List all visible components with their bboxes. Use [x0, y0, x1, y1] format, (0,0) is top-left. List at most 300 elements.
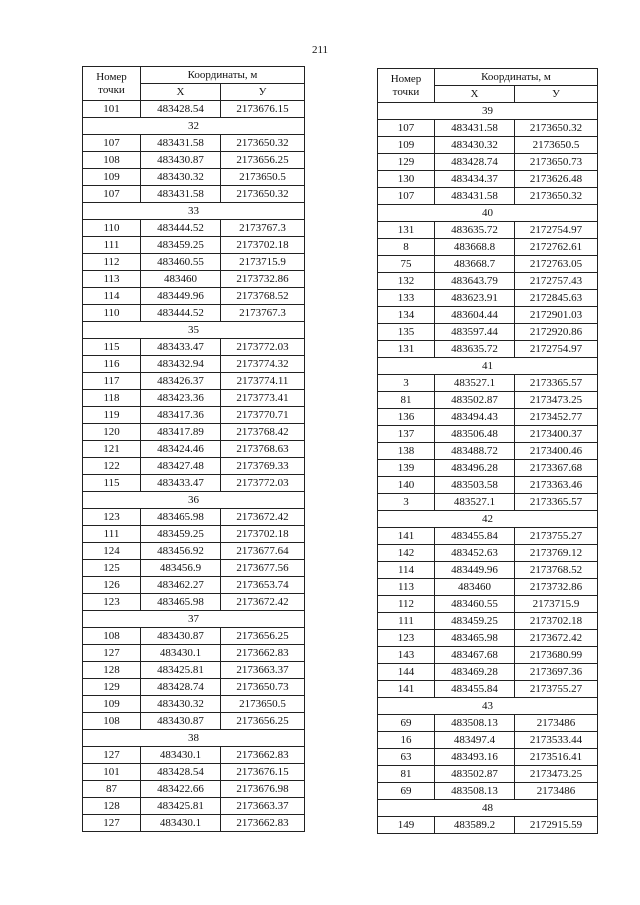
y-coordinate-cell: 2172762.61: [515, 239, 598, 256]
y-coordinate-cell: 2173770.71: [221, 407, 305, 424]
table-row: [378, 307, 598, 324]
table-row: [378, 324, 598, 341]
point-number-cell: 113: [378, 579, 435, 596]
x-coordinate-cell: 483508.13: [435, 783, 515, 800]
table-row: [83, 101, 305, 118]
point-number-cell: 138: [378, 443, 435, 460]
y-coordinate-cell: 2173365.57: [515, 375, 598, 392]
point-number-cell: 129: [83, 679, 141, 696]
section-row: [83, 730, 305, 747]
y-coordinate-cell: 2173662.83: [221, 747, 305, 764]
x-coordinate-cell: 483455.84: [435, 528, 515, 545]
point-number-cell: 109: [83, 169, 141, 186]
table-row: [83, 169, 305, 186]
x-coordinate-cell: 483430.1: [141, 747, 221, 764]
coordinates-table-right: [377, 68, 598, 834]
point-number-cell: 114: [83, 288, 141, 305]
section-row: [378, 358, 598, 375]
table-row: [378, 120, 598, 137]
point-number-cell: 107: [378, 188, 435, 205]
point-number-cell: 120: [83, 424, 141, 441]
table-row: [83, 356, 305, 373]
y-coordinate-cell: 2173367.68: [515, 460, 598, 477]
point-number-cell: 141: [378, 528, 435, 545]
y-coordinate-cell: 2173473.25: [515, 766, 598, 783]
x-coordinate-cell: 483449.96: [435, 562, 515, 579]
point-number-cell: 122: [83, 458, 141, 475]
point-number-cell: 128: [83, 798, 141, 815]
point-number-cell: 126: [83, 577, 141, 594]
x-coordinate-cell: 483635.72: [435, 341, 515, 358]
point-number-cell: 81: [378, 766, 435, 783]
table-row: [378, 749, 598, 766]
point-number-cell: 8: [378, 239, 435, 256]
table-row: [378, 664, 598, 681]
x-coordinate-cell: 483431.58: [435, 188, 515, 205]
y-coordinate-cell: 2173676.15: [221, 101, 305, 118]
table-row: [83, 186, 305, 203]
x-coordinate-cell: 483497.4: [435, 732, 515, 749]
coordinates-header: Координаты, м: [435, 69, 598, 86]
table-row: [83, 135, 305, 152]
x-coordinate-cell: 483508.13: [435, 715, 515, 732]
point-number-cell: 101: [83, 101, 141, 118]
point-number-cell: 107: [83, 135, 141, 152]
table-row: [378, 154, 598, 171]
table-row: [378, 817, 598, 834]
table-row: [83, 713, 305, 730]
table-row: [378, 171, 598, 188]
coordinates-header: Координаты, м: [141, 67, 305, 84]
table-row: [378, 392, 598, 409]
x-coordinate-cell: 483462.27: [141, 577, 221, 594]
x-coordinate-cell: 483431.58: [435, 120, 515, 137]
x-coordinate-cell: 483425.81: [141, 662, 221, 679]
section-number: 40: [378, 205, 598, 222]
table-row: [378, 630, 598, 647]
table-row: [83, 526, 305, 543]
y-coordinate-cell: 2173773.41: [221, 390, 305, 407]
y-coordinate-cell: 2173656.25: [221, 152, 305, 169]
point-number-cell: 109: [378, 137, 435, 154]
y-coordinate-cell: 2173650.73: [221, 679, 305, 696]
table-row: [378, 562, 598, 579]
point-number-cell: 108: [83, 713, 141, 730]
y-coordinate-cell: 2173769.12: [515, 545, 598, 562]
table-row: [378, 783, 598, 800]
table-row: [83, 458, 305, 475]
table-row: [83, 815, 305, 832]
y-coordinate-cell: 2173672.42: [221, 594, 305, 611]
table-row: [83, 152, 305, 169]
table-row: [83, 628, 305, 645]
point-number-cell: 127: [83, 815, 141, 832]
y-coordinate-cell: 2173697.36: [515, 664, 598, 681]
section-number: 48: [378, 800, 598, 817]
point-number-header: Номер точки: [378, 69, 435, 103]
y-coordinate-cell: 2173755.27: [515, 681, 598, 698]
x-coordinate-cell: 483502.87: [435, 766, 515, 783]
x-coordinate-cell: 483460: [141, 271, 221, 288]
y-coordinate-cell: 2172754.97: [515, 341, 598, 358]
x-coordinate-cell: 483503.58: [435, 477, 515, 494]
section-number: 37: [83, 611, 305, 628]
x-coordinate-cell: 483465.98: [141, 509, 221, 526]
x-coordinate-cell: 483496.28: [435, 460, 515, 477]
y-coordinate-cell: 2172757.43: [515, 273, 598, 290]
point-number-cell: 143: [378, 647, 435, 664]
point-number-cell: 108: [83, 628, 141, 645]
table-row: [83, 764, 305, 781]
point-number-cell: 144: [378, 664, 435, 681]
section-number: 43: [378, 698, 598, 715]
y-coordinate-cell: 2173663.37: [221, 662, 305, 679]
table-row: [83, 509, 305, 526]
x-coordinate-cell: 483432.94: [141, 356, 221, 373]
y-coordinate-cell: 2173676.15: [221, 764, 305, 781]
y-coordinate-cell: 2173650.32: [221, 135, 305, 152]
x-coordinate-cell: 483430.32: [435, 137, 515, 154]
y-coordinate-cell: 2173680.99: [515, 647, 598, 664]
y-coordinate-cell: 2173677.64: [221, 543, 305, 560]
point-number-header: Номер точки: [83, 67, 141, 101]
table-row: [83, 441, 305, 458]
point-number-cell: 110: [83, 305, 141, 322]
x-coordinate-cell: 483428.74: [141, 679, 221, 696]
point-number-cell: 109: [83, 696, 141, 713]
point-number-cell: 134: [378, 307, 435, 324]
x-coordinate-cell: 483426.37: [141, 373, 221, 390]
x-coordinate-cell: 483452.63: [435, 545, 515, 562]
table-row: [378, 426, 598, 443]
table-row: [83, 254, 305, 271]
y-coordinate-cell: 2173772.03: [221, 339, 305, 356]
table-row: [378, 681, 598, 698]
x-coordinate-cell: 483459.25: [141, 526, 221, 543]
x-coordinate-cell: 483430.87: [141, 628, 221, 645]
x-coordinate-cell: 483589.2: [435, 817, 515, 834]
y-coordinate-cell: 2172845.63: [515, 290, 598, 307]
point-number-cell: 87: [83, 781, 141, 798]
table-row: [378, 766, 598, 783]
y-coordinate-cell: 2173768.52: [515, 562, 598, 579]
table-row: [378, 239, 598, 256]
table-body-left: [83, 67, 305, 832]
x-coordinate-cell: 483460.55: [141, 254, 221, 271]
table-row: [378, 443, 598, 460]
x-header: X: [141, 84, 221, 101]
x-coordinate-cell: 483434.37: [435, 171, 515, 188]
table-row: [378, 273, 598, 290]
table-row: [83, 288, 305, 305]
y-coordinate-cell: 2173486: [515, 715, 598, 732]
point-number-cell: 131: [378, 222, 435, 239]
section-row: [378, 698, 598, 715]
y-coordinate-cell: 2172754.97: [515, 222, 598, 239]
section-row: [378, 800, 598, 817]
x-coordinate-cell: 483430.32: [141, 696, 221, 713]
y-coordinate-cell: 2173663.37: [221, 798, 305, 815]
x-coordinate-cell: 483469.28: [435, 664, 515, 681]
x-coordinate-cell: 483465.98: [141, 594, 221, 611]
y-coordinate-cell: 2173715.9: [515, 596, 598, 613]
table-row: [83, 577, 305, 594]
table-row: [83, 424, 305, 441]
point-number-cell: 139: [378, 460, 435, 477]
x-coordinate-cell: 483635.72: [435, 222, 515, 239]
section-number: 41: [378, 358, 598, 375]
section-number: 33: [83, 203, 305, 220]
table-row: [378, 375, 598, 392]
x-coordinate-cell: 483456.92: [141, 543, 221, 560]
table-row: [378, 477, 598, 494]
y-coordinate-cell: 2173365.57: [515, 494, 598, 511]
point-number-cell: 118: [83, 390, 141, 407]
point-number-cell: 63: [378, 749, 435, 766]
point-number-cell: 131: [378, 341, 435, 358]
point-number-cell: 115: [83, 475, 141, 492]
y-coordinate-cell: 2173516.41: [515, 749, 598, 766]
section-row: [378, 511, 598, 528]
point-number-cell: 75: [378, 256, 435, 273]
x-coordinate-cell: 483428.74: [435, 154, 515, 171]
x-coordinate-cell: 483428.54: [141, 764, 221, 781]
y-coordinate-cell: 2173656.25: [221, 628, 305, 645]
section-number: 36: [83, 492, 305, 509]
y-coordinate-cell: 2173653.74: [221, 577, 305, 594]
y-coordinate-cell: 2173774.32: [221, 356, 305, 373]
table-row: [83, 407, 305, 424]
point-number-cell: 16: [378, 732, 435, 749]
x-coordinate-cell: 483431.58: [141, 186, 221, 203]
y-coordinate-cell: 2173650.5: [221, 169, 305, 186]
y-coordinate-cell: 2172901.03: [515, 307, 598, 324]
y-coordinate-cell: 2172763.05: [515, 256, 598, 273]
table-row: [378, 256, 598, 273]
x-coordinate-cell: 483488.72: [435, 443, 515, 460]
table-row: [378, 579, 598, 596]
x-coordinate-cell: 483460.55: [435, 596, 515, 613]
y-coordinate-cell: 2173650.5: [221, 696, 305, 713]
y-coordinate-cell: 2173662.83: [221, 815, 305, 832]
table-row: [378, 613, 598, 630]
y-coordinate-cell: 2173363.46: [515, 477, 598, 494]
y-coordinate-cell: 2173672.42: [515, 630, 598, 647]
y-coordinate-cell: 2173400.37: [515, 426, 598, 443]
y-coordinate-cell: 2173662.83: [221, 645, 305, 662]
x-coordinate-cell: 483417.89: [141, 424, 221, 441]
section-row: [378, 205, 598, 222]
point-number-cell: 111: [378, 613, 435, 630]
section-row: [83, 611, 305, 628]
point-number-cell: 121: [83, 441, 141, 458]
point-number-cell: 101: [83, 764, 141, 781]
y-coordinate-cell: 2173486: [515, 783, 598, 800]
x-coordinate-cell: 483527.1: [435, 494, 515, 511]
x-coordinate-cell: 483597.44: [435, 324, 515, 341]
point-number-cell: 123: [378, 630, 435, 647]
x-coordinate-cell: 483465.98: [435, 630, 515, 647]
y-coordinate-cell: 2173702.18: [221, 237, 305, 254]
x-coordinate-cell: 483427.48: [141, 458, 221, 475]
table-row: [83, 373, 305, 390]
y-coordinate-cell: 2173768.63: [221, 441, 305, 458]
x-coordinate-cell: 483433.47: [141, 475, 221, 492]
y-coordinate-cell: 2173732.86: [221, 271, 305, 288]
point-number-cell: 112: [83, 254, 141, 271]
table-row: [378, 715, 598, 732]
table-row: [378, 290, 598, 307]
point-number-cell: 113: [83, 271, 141, 288]
point-number-cell: 140: [378, 477, 435, 494]
x-coordinate-cell: 483430.87: [141, 152, 221, 169]
y-coordinate-cell: 2173650.32: [515, 120, 598, 137]
y-coordinate-cell: 2173452.77: [515, 409, 598, 426]
coordinates-table-left: [82, 66, 305, 832]
point-number-cell: 81: [378, 392, 435, 409]
table-row: [378, 647, 598, 664]
table-row: [83, 305, 305, 322]
section-number: 39: [378, 103, 598, 120]
table-row: [83, 237, 305, 254]
y-coordinate-cell: 2173677.56: [221, 560, 305, 577]
point-number-cell: 128: [83, 662, 141, 679]
x-coordinate-cell: 483527.1: [435, 375, 515, 392]
x-coordinate-cell: 483494.43: [435, 409, 515, 426]
point-number-cell: 3: [378, 375, 435, 392]
header-row: [378, 69, 598, 86]
x-coordinate-cell: 483623.91: [435, 290, 515, 307]
y-coordinate-cell: 2173702.18: [221, 526, 305, 543]
x-coordinate-cell: 483431.58: [141, 135, 221, 152]
point-number-cell: 111: [83, 237, 141, 254]
point-number-cell: 127: [83, 645, 141, 662]
x-coordinate-cell: 483423.36: [141, 390, 221, 407]
y-coordinate-cell: 2172915.59: [515, 817, 598, 834]
table-row: [378, 596, 598, 613]
table-row: [83, 781, 305, 798]
x-coordinate-cell: 483493.16: [435, 749, 515, 766]
y-coordinate-cell: 2173650.32: [221, 186, 305, 203]
header-row: [83, 67, 305, 84]
point-number-cell: 132: [378, 273, 435, 290]
table-row: [83, 560, 305, 577]
x-coordinate-cell: 483459.25: [141, 237, 221, 254]
x-coordinate-cell: 483430.1: [141, 815, 221, 832]
table-row: [83, 679, 305, 696]
y-coordinate-cell: 2173769.33: [221, 458, 305, 475]
x-coordinate-cell: 483422.66: [141, 781, 221, 798]
table-row: [378, 528, 598, 545]
x-coordinate-cell: 483444.52: [141, 305, 221, 322]
point-number-cell: 115: [83, 339, 141, 356]
point-number-cell: 149: [378, 817, 435, 834]
y-coordinate-cell: 2173533.44: [515, 732, 598, 749]
x-coordinate-cell: 483430.87: [141, 713, 221, 730]
point-number-cell: 3: [378, 494, 435, 511]
point-number-cell: 117: [83, 373, 141, 390]
section-number: 42: [378, 511, 598, 528]
y-coordinate-cell: 2173473.25: [515, 392, 598, 409]
point-number-cell: 130: [378, 171, 435, 188]
section-number: 32: [83, 118, 305, 135]
x-coordinate-cell: 483417.36: [141, 407, 221, 424]
table-row: [83, 696, 305, 713]
table-row: [378, 460, 598, 477]
table-row: [378, 545, 598, 562]
table-row: [83, 220, 305, 237]
y-coordinate-cell: 2172920.86: [515, 324, 598, 341]
x-coordinate-cell: 483433.47: [141, 339, 221, 356]
y-coordinate-cell: 2173767.3: [221, 220, 305, 237]
y-coordinate-cell: 2173656.25: [221, 713, 305, 730]
y-coordinate-cell: 2173676.98: [221, 781, 305, 798]
point-number-cell: 141: [378, 681, 435, 698]
x-coordinate-cell: 483506.48: [435, 426, 515, 443]
y-coordinate-cell: 2173650.73: [515, 154, 598, 171]
point-number-cell: 137: [378, 426, 435, 443]
y-coordinate-cell: 2173702.18: [515, 613, 598, 630]
y-coordinate-cell: 2173715.9: [221, 254, 305, 271]
y-coordinate-cell: 2173755.27: [515, 528, 598, 545]
point-number-cell: 116: [83, 356, 141, 373]
point-number-cell: 69: [378, 715, 435, 732]
x-coordinate-cell: 483502.87: [435, 392, 515, 409]
table-row: [83, 594, 305, 611]
table-row: [378, 188, 598, 205]
section-row: [83, 492, 305, 509]
x-coordinate-cell: 483668.7: [435, 256, 515, 273]
point-number-cell: 107: [83, 186, 141, 203]
table-row: [83, 475, 305, 492]
table-row: [378, 341, 598, 358]
point-number-cell: 110: [83, 220, 141, 237]
point-number-cell: 127: [83, 747, 141, 764]
table-row: [83, 645, 305, 662]
x-coordinate-cell: 483424.46: [141, 441, 221, 458]
x-coordinate-cell: 483444.52: [141, 220, 221, 237]
table-row: [378, 732, 598, 749]
table-row: [83, 271, 305, 288]
x-coordinate-cell: 483467.68: [435, 647, 515, 664]
point-number-cell: 111: [83, 526, 141, 543]
point-number-cell: 133: [378, 290, 435, 307]
y-coordinate-cell: 2173768.42: [221, 424, 305, 441]
point-number-cell: 129: [378, 154, 435, 171]
point-number-cell: 136: [378, 409, 435, 426]
point-number-cell: 125: [83, 560, 141, 577]
page-number: 211: [311, 44, 329, 56]
section-row: [83, 322, 305, 339]
table-row: [83, 798, 305, 815]
x-coordinate-cell: 483604.44: [435, 307, 515, 324]
y-coordinate-cell: 2173772.03: [221, 475, 305, 492]
y-header: У: [515, 86, 598, 103]
section-row: [83, 118, 305, 135]
table-row: [378, 137, 598, 154]
point-number-cell: 108: [83, 152, 141, 169]
point-number-cell: 123: [83, 594, 141, 611]
table-row: [83, 339, 305, 356]
x-coordinate-cell: 483455.84: [435, 681, 515, 698]
y-coordinate-cell: 2173732.86: [515, 579, 598, 596]
y-coordinate-cell: 2173767.3: [221, 305, 305, 322]
table-row: [83, 662, 305, 679]
y-header: У: [221, 84, 305, 101]
y-coordinate-cell: 2173400.46: [515, 443, 598, 460]
y-coordinate-cell: 2173626.48: [515, 171, 598, 188]
x-header: X: [435, 86, 515, 103]
